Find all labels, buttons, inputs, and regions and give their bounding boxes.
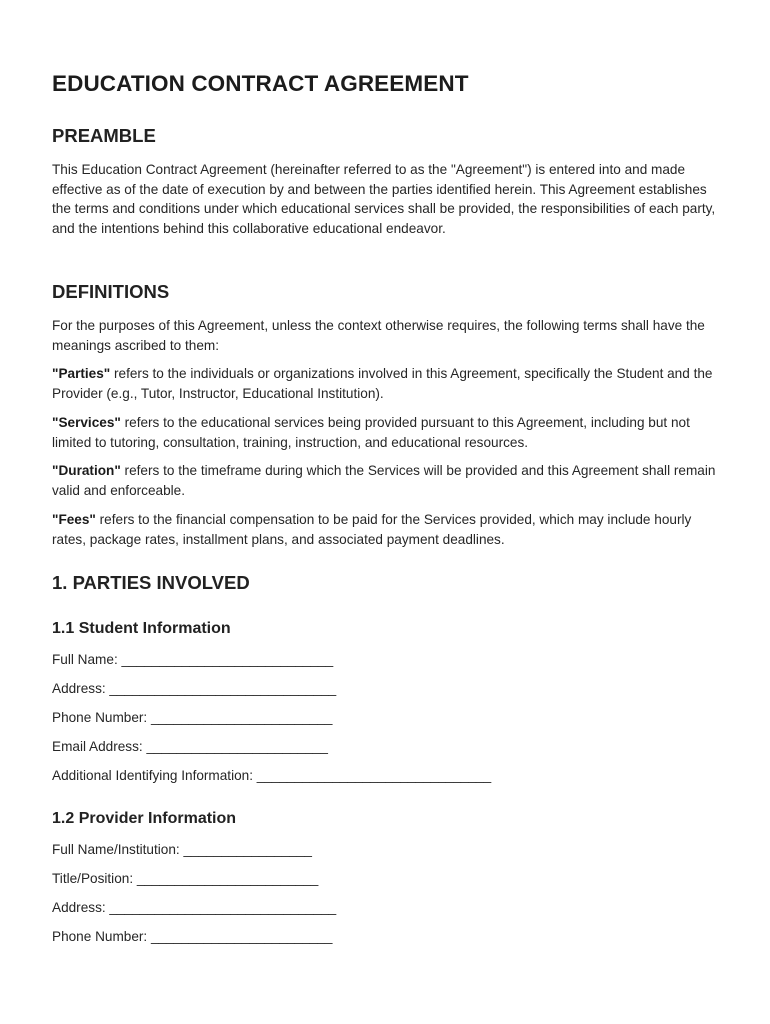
definition-term: "Services": [52, 415, 121, 430]
preamble-text: This Education Contract Agreement (hereinafter referred to as the "Agreement") is entered into and made effective as of the date of execution by and between the parties identified herein. This Agreement establishes the terms and conditions under which educational services shall be provided, the responsibilities of each party, and the intentions behind this collaborative educational endeavor.: [52, 162, 716, 236]
provider-address-field: Address: ______________________________: [52, 900, 337, 915]
student-full-name-field: Full Name: ____________________________: [52, 652, 334, 667]
definition-term: "Parties": [52, 366, 111, 381]
definition-duration: [52, 461, 722, 500]
definition-term: "Duration": [52, 463, 121, 478]
student-address-field: Address: ______________________________: [52, 681, 337, 696]
definition-services: [52, 413, 722, 452]
definition-text: refers to the timeframe during which the Services will be provided and this Agreement shall remain valid and enforceable.: [52, 463, 716, 498]
provider-full-name-field: Full Name/Institution: _________________: [52, 842, 312, 857]
definition-text: refers to the financial compensation to be paid for the Services provided, which may include hourly rates, package rates, installment plans, and associated payment deadlines.: [52, 512, 692, 547]
provider-phone-field: Phone Number: ________________________: [52, 929, 333, 944]
document-title: EDUCATION CONTRACT AGREEMENT: [52, 71, 469, 96]
provider-title-field: Title/Position: ________________________: [52, 871, 319, 886]
student-additional-info-field: Additional Identifying Information: _______________________________: [52, 768, 492, 783]
preamble-heading: PREAMBLE: [52, 125, 156, 146]
student-info-heading: 1.1 Student Information: [52, 620, 231, 637]
definition-fees: [52, 510, 722, 549]
definitions-intro: For the purposes of this Agreement, unless the context otherwise requires, the following terms shall have the meanings ascribed to them:: [52, 318, 705, 353]
definition-text: refers to the educational services being provided pursuant to this Agreement, including but not limited to tutoring, consultation, training, instruction, and educational resources.: [52, 415, 690, 450]
student-phone-field: Phone Number: ________________________: [52, 710, 333, 725]
definition-parties: [52, 364, 722, 403]
parties-heading: 1. PARTIES INVOLVED: [52, 572, 250, 593]
definition-term: "Fees": [52, 512, 96, 527]
definitions-heading: DEFINITIONS: [52, 281, 170, 302]
definition-text: refers to the individuals or organizations involved in this Agreement, specifically the Student and the Provider (e.g., Tutor, Instructor, Educational Institution).: [52, 366, 713, 401]
provider-info-heading: 1.2 Provider Information: [52, 810, 237, 827]
student-email-field: Email Address: ________________________: [52, 739, 328, 754]
